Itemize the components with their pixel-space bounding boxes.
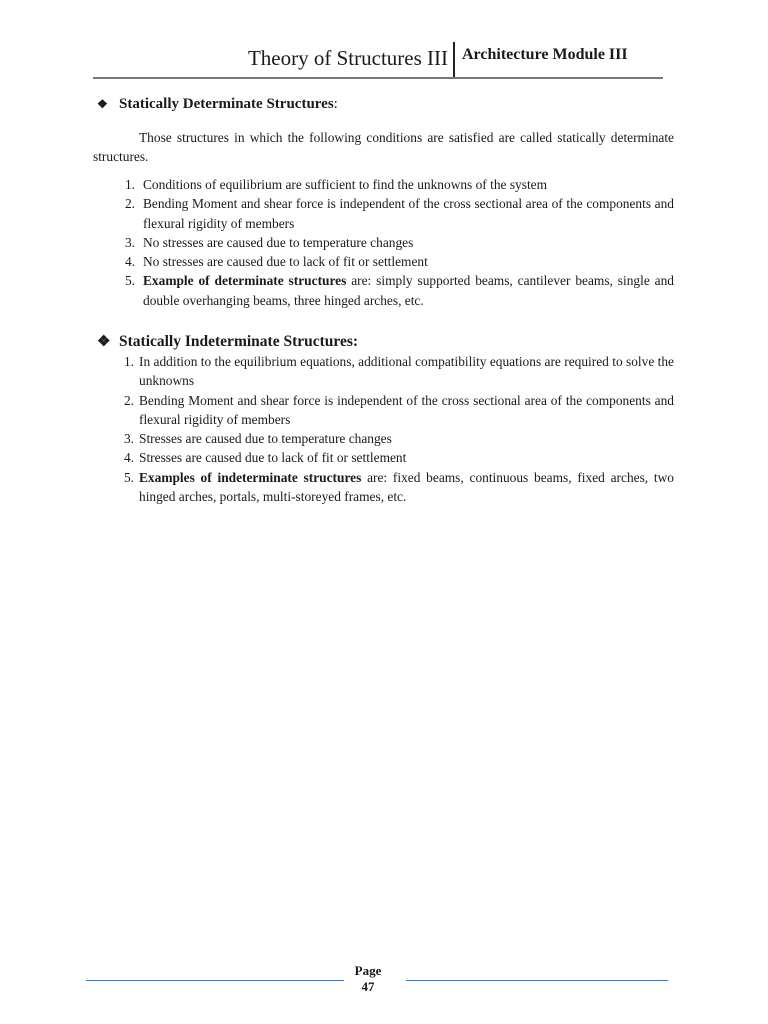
header-module: Architecture Module III [462,46,628,63]
list-item [124,175,674,194]
list-item [124,233,674,252]
list-item-text: Bending Moment and shear force is independent of the cross sectional area of the components and flexural rigidity of members [139,392,674,427]
page-label: Page [354,963,382,978]
intro-paragraph: Those structures in which the following conditions are satisfied are called statically determinate structures. [93,130,674,164]
header-title: Theory of Structures III [247,46,448,70]
list-number: 5. [124,273,135,289]
list-item-bold-text: Examples of indeterminate structures [139,469,362,485]
list-item [123,448,674,467]
page-number-value: 47 [361,979,375,994]
list-item-text: Stresses are caused due to lack of fit or settlement [139,450,407,466]
header-divider [453,42,455,78]
indeterminate-conditions-list [123,352,674,506]
list-item-text: No stresses are caused due to temperature changes [143,234,414,250]
list-number: 2. [124,196,135,212]
list-item [123,468,674,507]
section-heading-text: Statically Indeterminate Structures: [119,333,359,350]
page-number [344,963,392,995]
section-heading-indeterminate [97,332,358,351]
list-number: 3. [124,234,135,250]
section-heading-text: Statically Determinate Structures [119,96,334,112]
footer-rule-left [86,980,344,981]
list-item-text: Bending Moment and shear force is independent of the cross sectional area of the components and flexural rigidity of members [143,196,674,231]
section-heading-colon: : [333,96,338,112]
footer-rule-right [406,980,668,981]
list-item [123,391,674,430]
list-item [124,252,674,271]
diamond-bullet-icon: ❖ [97,97,108,111]
list-item-text: Conditions of equilibrium are sufficient to find the unknowns of the system [143,177,548,192]
list-number: 4. [124,254,135,270]
diamond-bullet-icon: ❖ [97,334,111,350]
list-number: 2. [123,392,134,408]
header-rule [93,77,663,79]
section-heading-determinate [97,96,338,113]
list-item-text: No stresses are caused due to lack of fit or settlement [143,254,428,270]
list-item-text: In addition to the equilibrium equations, additional compatibility equations are required to solve the unknowns [139,354,674,389]
list-item-text: are: simply supported beams, cantilever beams, single and double overhanging beams, three hinged arches, etc. [143,273,674,308]
list-number: 5. [123,469,134,485]
list-item-text: are: fixed beams, continuous beams, fixed arches, two hinged arches, portals, multi-storeyed frames, etc. [139,469,674,505]
list-item [124,271,674,310]
list-number: 1. [124,177,135,192]
list-item [124,194,674,233]
list-item [123,429,674,448]
list-item-text: Stresses are caused due to temperature changes [139,431,392,447]
determinate-conditions-list [124,175,674,310]
list-number: 4. [123,450,134,466]
list-item-bold-text: Example of determinate structures [143,273,347,289]
list-item [123,352,674,391]
list-number: 3. [123,431,134,447]
list-number: 1. [123,354,134,369]
